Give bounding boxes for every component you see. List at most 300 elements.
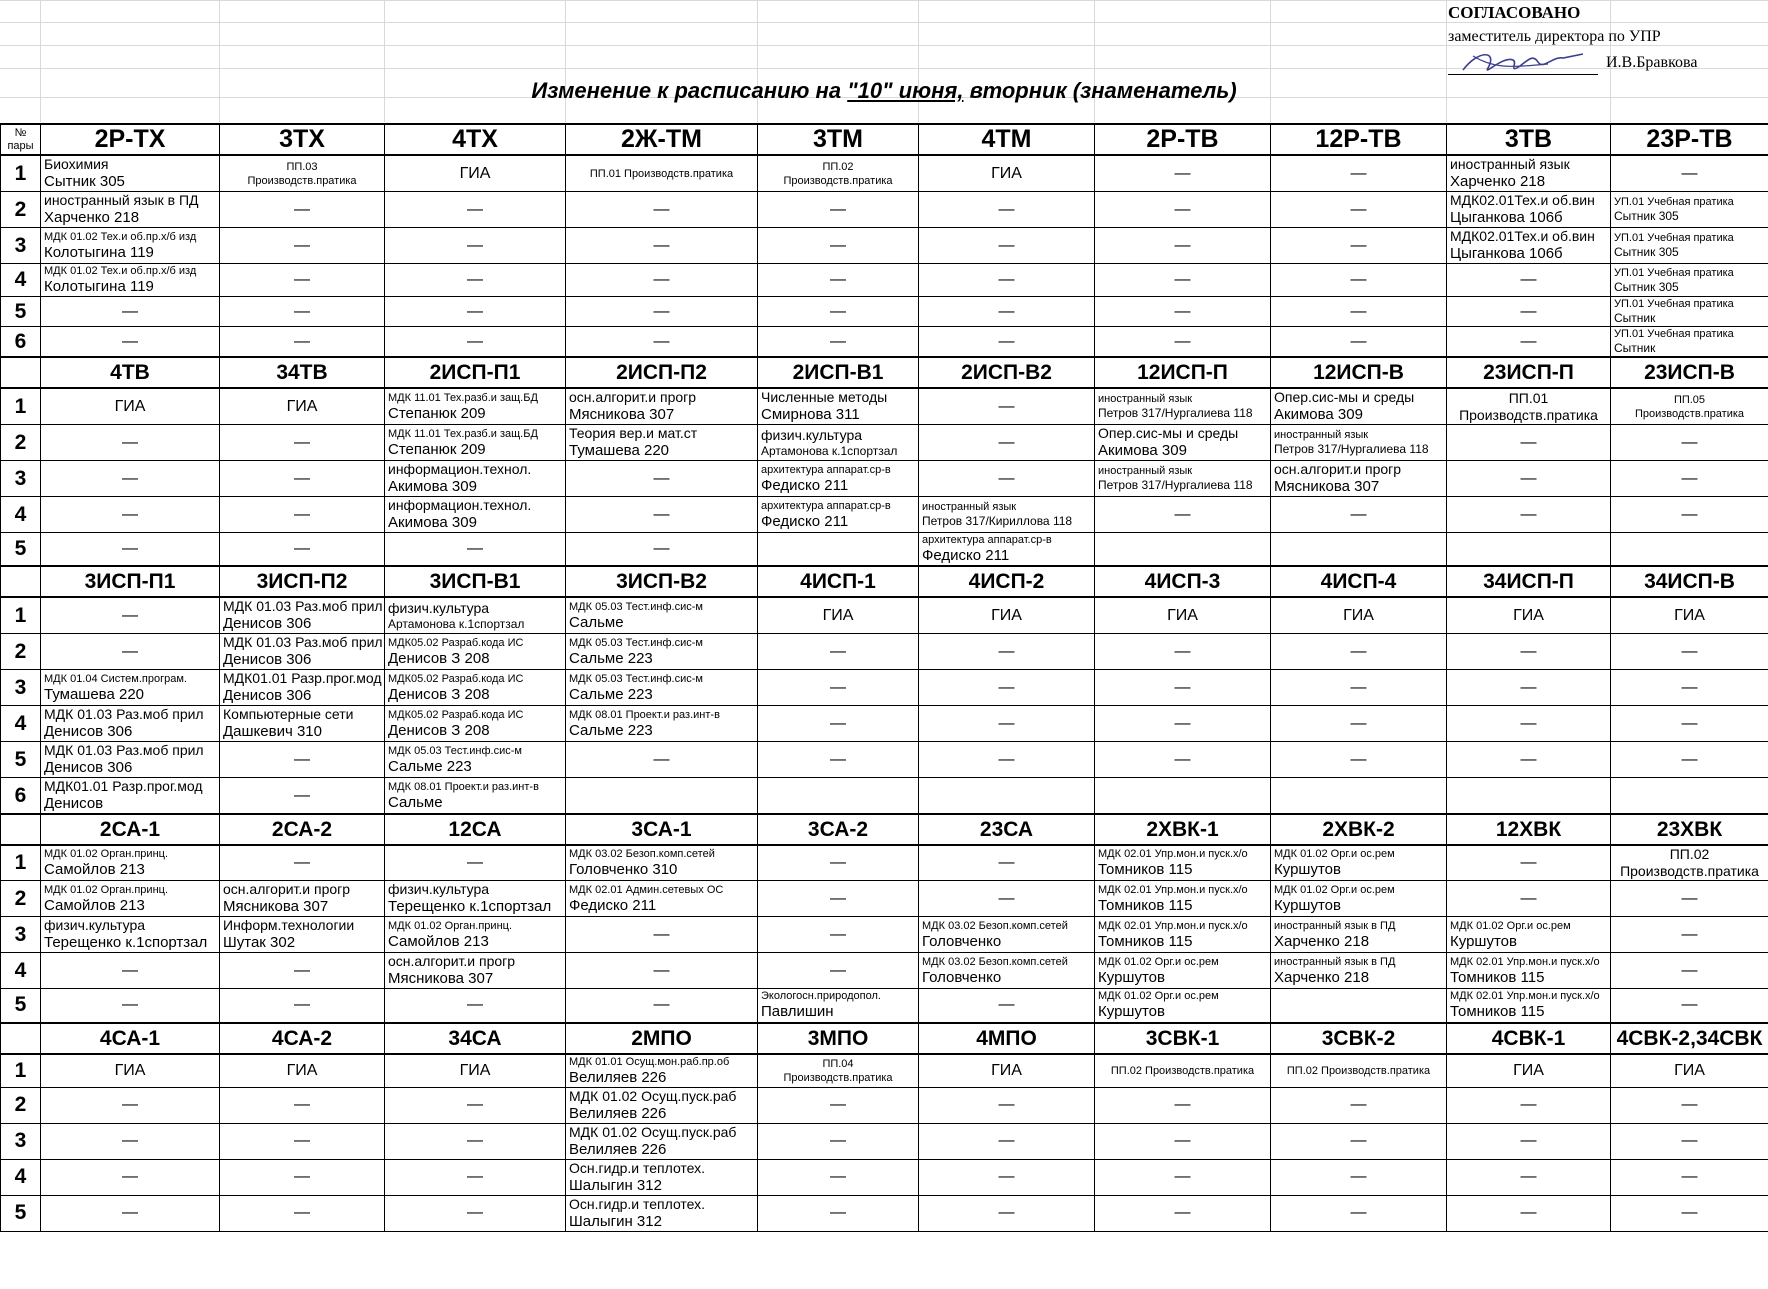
cell-content <box>1095 643 1270 661</box>
schedule-cell <box>220 670 385 706</box>
lesson-teacher-room: Харченко 218 <box>1274 932 1370 950</box>
approval-role: заместитель директора по УПР <box>1448 28 1661 45</box>
no-lesson-dash: — <box>998 469 1015 487</box>
schedule-cell <box>919 425 1095 461</box>
cell-content <box>1447 854 1610 872</box>
schedule-cell <box>41 497 220 533</box>
no-lesson-dash: — <box>830 925 846 943</box>
pair-number: 4 <box>1 706 41 742</box>
schedule-cell <box>758 597 919 634</box>
pair-number: 6 <box>1 327 41 358</box>
group-name: 3ТВ <box>1447 124 1611 155</box>
schedule-cell <box>41 425 220 461</box>
cell-content <box>220 1168 384 1186</box>
lesson-subject: МДК 01.02 Орг.и ос.рем <box>1098 955 1219 968</box>
schedule-cell <box>566 497 758 533</box>
schedule-cell <box>220 297 385 327</box>
no-lesson-dash: — <box>998 889 1015 907</box>
cell-content <box>1095 955 1270 987</box>
schedule-cell <box>1095 953 1271 989</box>
schedule-cell <box>1095 192 1271 228</box>
cell-content <box>758 890 918 908</box>
cell-content <box>758 271 918 289</box>
lesson-subject: МДК 01.01 Осущ.мон.раб.пр.об <box>569 1055 730 1068</box>
no-lesson-dash: — <box>998 642 1015 660</box>
schedule-cell <box>1271 192 1447 228</box>
pair-number: 2 <box>1 634 41 670</box>
lesson-subject: Численные методы <box>761 389 888 405</box>
cell-content <box>566 672 757 704</box>
lesson-teacher-room: Сытник 305 <box>44 173 125 190</box>
schedule-cell <box>919 1159 1095 1195</box>
cell-content <box>758 1204 918 1222</box>
lesson-subject: Осн.гидр.и теплотех. <box>569 1159 706 1176</box>
no-lesson-dash: — <box>1174 271 1191 288</box>
schedule-cell <box>385 533 566 567</box>
cell-content <box>1095 303 1270 321</box>
schedule-cell <box>758 461 919 497</box>
no-lesson-dash: — <box>1350 271 1367 288</box>
cell-content <box>385 744 565 776</box>
cell-content <box>1611 231 1768 260</box>
lesson-subject: УП.01 Учебная пратика <box>1614 196 1734 208</box>
cell-content <box>1095 883 1270 915</box>
schedule-cell <box>41 327 220 358</box>
lesson-subject: МДК 01.02 Осущ.пуск.раб <box>569 1087 737 1104</box>
schedule-cell <box>1271 670 1447 706</box>
cell-content <box>385 333 565 351</box>
pair-number: 5 <box>1 989 41 1023</box>
cell-content <box>758 751 918 769</box>
schedule-cell <box>758 327 919 358</box>
lesson-subject: информацион.технол. <box>388 461 532 477</box>
schedule-cell <box>919 989 1095 1023</box>
group-name: 4СВК-2,34СВК <box>1611 1023 1768 1054</box>
schedule-cell <box>1447 327 1611 358</box>
schedule-cell <box>220 1123 385 1159</box>
group-name: 4МПО <box>919 1023 1095 1054</box>
schedule-cell <box>758 1159 919 1195</box>
schedule-cell <box>1611 264 1768 297</box>
cell-content <box>220 434 384 452</box>
cell-content <box>758 303 918 321</box>
cell-content <box>220 787 384 805</box>
cell-content <box>385 391 565 423</box>
schedule-cell <box>566 989 758 1023</box>
cell-content <box>1271 201 1446 219</box>
schedule-cell <box>1095 425 1271 461</box>
no-lesson-dash: — <box>1350 1204 1367 1221</box>
lesson-subject: МДК05.02 Разраб.кода ИС <box>388 672 524 685</box>
schedule-cell <box>1271 297 1447 327</box>
pair-header <box>1 814 41 845</box>
cell-content <box>41 303 219 321</box>
schedule-cell <box>385 845 566 881</box>
no-lesson-dash: — <box>467 332 483 350</box>
no-lesson-dash: — <box>830 678 846 696</box>
no-lesson-dash: — <box>122 961 138 979</box>
lesson-teacher-room: Головченко <box>922 968 1002 986</box>
cell-content <box>220 271 384 289</box>
lesson-subject: осн.алгорит.и прогр <box>223 881 351 897</box>
lesson-subject: ПП.02 <box>822 160 854 173</box>
cell-content <box>1611 1132 1768 1150</box>
no-lesson-dash: — <box>998 678 1015 696</box>
pair-number: 4 <box>1 1159 41 1195</box>
group-header-row <box>1 1023 1768 1054</box>
schedule-cell <box>1095 597 1271 634</box>
cell-content <box>1447 506 1610 524</box>
cell-content <box>758 463 918 495</box>
cell-content <box>566 237 757 255</box>
cell-content <box>41 230 219 262</box>
cell-content <box>1611 506 1768 524</box>
lesson-row <box>1 845 1768 881</box>
pair-number: 5 <box>1 742 41 778</box>
schedule-cell <box>919 264 1095 297</box>
cell-content <box>566 201 757 219</box>
lesson-subject: архитектура аппарат.ср-в <box>761 463 891 476</box>
cell-content <box>220 398 384 416</box>
lesson-row <box>1 1159 1768 1195</box>
lesson-teacher-room: Федиско 211 <box>761 512 849 530</box>
schedule-cell <box>566 297 758 327</box>
schedule-cell <box>1447 917 1611 953</box>
schedule-cell <box>385 1087 566 1123</box>
group-name: 4СА-1 <box>41 1023 220 1054</box>
lesson-subject: МДК05.02 Разраб.кода ИС <box>388 636 524 649</box>
cell-content <box>758 333 918 351</box>
lesson-subject: МДК 01.02 Орг.и ос.рем <box>1450 919 1571 932</box>
no-lesson-dash: — <box>998 996 1015 1014</box>
cell-content <box>220 1062 384 1080</box>
lesson-teacher-room: Акимова 309 <box>388 514 477 531</box>
lesson-subject: МДК02.01Тех.и об.вин <box>1450 228 1595 244</box>
schedule-cell <box>919 845 1095 881</box>
lesson-subject: осн.алгорит.и прогр <box>569 389 697 405</box>
cell-content <box>1611 327 1768 356</box>
group-name: 23ИСП-П <box>1447 357 1611 388</box>
pair-number: 1 <box>1 845 41 881</box>
schedule-cell <box>919 670 1095 706</box>
schedule-cell <box>41 989 220 1023</box>
cell-content <box>758 643 918 661</box>
lesson-note: ГИА <box>286 397 318 415</box>
no-lesson-dash: — <box>830 1132 846 1149</box>
no-lesson-dash: — <box>998 854 1015 871</box>
no-lesson-dash: — <box>653 996 670 1014</box>
lesson-subject: МДК 05.03 Тест.инф.сис-м <box>569 672 703 685</box>
lesson-subject: МДК 03.02 Безоп.комп.сетей <box>922 955 1068 968</box>
no-lesson-dash: — <box>1520 854 1537 871</box>
no-lesson-dash: — <box>122 606 138 624</box>
lesson-teacher-room: Терещенко к.1спортзал <box>44 934 208 951</box>
cell-content <box>1611 643 1768 661</box>
schedule-cell <box>1095 497 1271 533</box>
schedule-cell <box>41 1054 220 1088</box>
cell-content <box>566 636 757 668</box>
no-lesson-dash: — <box>653 750 670 768</box>
schedule-cell <box>566 953 758 989</box>
lesson-note: ПП.02 Производств.пратика <box>1110 1064 1255 1077</box>
cell-content <box>1271 955 1446 987</box>
schedule-cell <box>919 1087 1095 1123</box>
lesson-note: ПП.02 Производств.пратика <box>1286 1064 1431 1077</box>
cell-content <box>1271 271 1446 289</box>
cell-content <box>1095 1064 1270 1078</box>
no-lesson-dash: — <box>830 750 846 768</box>
no-lesson-dash: — <box>1520 1168 1537 1185</box>
schedule-cell <box>1271 1123 1447 1159</box>
schedule-cell <box>1271 461 1447 497</box>
lesson-teacher-room: Артамонова к.1спортзал <box>761 443 898 458</box>
cell-content <box>1611 890 1768 908</box>
lesson-note: ПП.01 Производств.пратика <box>589 167 734 180</box>
schedule-cell <box>758 706 919 742</box>
lesson-subject: МДК 05.03 Тест.инф.сис-м <box>388 744 522 757</box>
group-name: 3ИСП-В2 <box>566 566 758 597</box>
schedule-cell <box>385 155 566 192</box>
no-lesson-dash: — <box>1681 1132 1698 1149</box>
no-lesson-dash: — <box>1520 642 1537 660</box>
schedule-cell <box>41 706 220 742</box>
schedule-cell <box>1611 1159 1768 1195</box>
cell-content <box>1271 607 1446 625</box>
no-lesson-dash: — <box>1350 642 1367 660</box>
schedule-cell <box>220 425 385 461</box>
schedule-cell <box>758 533 919 567</box>
schedule-cell <box>220 533 385 567</box>
schedule-cell <box>758 881 919 917</box>
no-lesson-dash: — <box>1174 505 1191 523</box>
pair-number: 4 <box>1 953 41 989</box>
no-lesson-dash: — <box>467 996 483 1014</box>
cell-content <box>41 917 219 952</box>
lesson-subject: иностранный язык в ПД <box>1274 955 1396 968</box>
group-name: 2ИСП-В1 <box>758 357 919 388</box>
lesson-row <box>1 881 1768 917</box>
schedule-cell <box>1611 228 1768 264</box>
schedule-cell <box>1095 388 1271 425</box>
no-lesson-dash: — <box>1350 164 1367 182</box>
cell-content <box>385 201 565 219</box>
lesson-subject: осн.алгорит.и прогр <box>388 953 516 969</box>
cell-content <box>1447 715 1610 733</box>
schedule-cell <box>385 742 566 778</box>
lesson-teacher-room: Томников 115 <box>1098 932 1193 950</box>
no-lesson-dash: — <box>830 332 846 350</box>
lesson-teacher-room: Смирнова 311 <box>761 406 860 423</box>
schedule-cell <box>1611 917 1768 953</box>
schedule-cell <box>220 917 385 953</box>
no-lesson-dash: — <box>294 854 310 871</box>
schedule-cell <box>1611 778 1768 815</box>
schedule-cell <box>566 327 758 358</box>
cell-content <box>1447 271 1610 289</box>
lesson-subject: иностранный язык <box>1098 465 1193 477</box>
cell-content <box>41 434 219 452</box>
lesson-row <box>1 497 1768 533</box>
cell-content <box>919 1204 1094 1222</box>
no-lesson-dash: — <box>294 433 310 451</box>
schedule-cell <box>1611 155 1768 192</box>
schedule-cell <box>1271 155 1447 192</box>
cell-content <box>1271 919 1446 951</box>
cell-content <box>220 962 384 980</box>
cell-content <box>1611 1204 1768 1222</box>
cell-content <box>1447 989 1610 1021</box>
schedule-cell <box>41 845 220 881</box>
schedule-cell <box>919 1195 1095 1231</box>
schedule-table <box>0 123 1768 1232</box>
cell-content <box>1271 751 1446 769</box>
cell-content <box>1447 679 1610 697</box>
lesson-teacher-room: Мясникова 307 <box>569 406 675 423</box>
cell-content <box>566 962 757 980</box>
lesson-subject: Экологосн.природопол. <box>761 990 881 1003</box>
no-lesson-dash: — <box>1350 236 1367 254</box>
cell-content <box>220 598 384 633</box>
lesson-subject: иностранный язык в ПД <box>44 192 199 208</box>
schedule-cell <box>566 461 758 497</box>
lesson-subject: МДК 01.02 Орг.и ос.рем <box>1274 848 1395 860</box>
lesson-subject: МДК 01.02 Орган.принц. <box>44 883 169 896</box>
no-lesson-dash: — <box>467 1204 483 1221</box>
lesson-teacher-room: Сальме 223 <box>569 721 653 739</box>
cell-content <box>758 607 918 625</box>
cell-content <box>1095 333 1270 351</box>
cell-content <box>385 427 565 459</box>
cell-content <box>919 398 1094 416</box>
schedule-cell <box>1271 778 1447 815</box>
no-lesson-dash: — <box>1174 200 1191 218</box>
no-lesson-dash: — <box>1174 332 1191 350</box>
no-lesson-dash: — <box>467 236 483 254</box>
lesson-subject: Биохимия <box>44 156 109 172</box>
cell-content <box>1447 1096 1610 1114</box>
schedule-cell <box>220 497 385 533</box>
lesson-subject: МДК 01.03 Раз.моб прил <box>44 706 204 722</box>
schedule-cell <box>919 742 1095 778</box>
lesson-teacher-room: Федиско 211 <box>922 547 1010 564</box>
cell-content <box>566 425 757 460</box>
no-lesson-dash: — <box>998 236 1015 254</box>
lesson-row <box>1 388 1768 425</box>
lesson-row <box>1 1195 1768 1231</box>
group-name: 3ИСП-П2 <box>220 566 385 597</box>
lesson-subject: ПП.02 <box>1669 846 1710 862</box>
cell-content <box>758 715 918 733</box>
lesson-teacher-room: Денисов 306 <box>223 615 312 632</box>
cell-content <box>1271 165 1446 183</box>
schedule-cell <box>220 461 385 497</box>
cell-content <box>1271 1168 1446 1186</box>
group-name: 12СА <box>385 814 566 845</box>
no-lesson-dash: — <box>467 271 483 288</box>
cell-content <box>919 500 1094 529</box>
schedule-cell <box>758 1123 919 1159</box>
cell-content <box>758 962 918 980</box>
schedule-cell <box>758 845 919 881</box>
schedule-cell <box>41 533 220 567</box>
schedule-cell <box>1447 706 1611 742</box>
schedule-cell <box>758 778 919 815</box>
lesson-teacher-room: Томников 115 <box>1098 896 1193 914</box>
lesson-teacher-room: Самойлов 213 <box>388 932 489 950</box>
pair-number: 1 <box>1 1054 41 1088</box>
cell-content <box>1447 333 1610 351</box>
schedule-cell <box>566 264 758 297</box>
schedule-cell <box>41 1159 220 1195</box>
cell-content <box>385 1168 565 1186</box>
cell-content <box>385 303 565 321</box>
no-lesson-dash: — <box>294 200 310 218</box>
lesson-row <box>1 1087 1768 1123</box>
pair-header <box>1 357 41 388</box>
schedule-cell <box>1271 597 1447 634</box>
schedule-cell <box>1611 497 1768 533</box>
schedule-cell <box>919 917 1095 953</box>
no-lesson-dash: — <box>1681 714 1698 732</box>
lesson-teacher-room: Петров 317/Кириллова 118 <box>922 514 1073 528</box>
no-lesson-dash: — <box>294 469 310 487</box>
cell-content <box>1447 156 1610 191</box>
schedule-cell <box>41 297 220 327</box>
cell-content <box>1271 303 1446 321</box>
schedule-cell <box>41 634 220 670</box>
group-name: 4СА-2 <box>220 1023 385 1054</box>
cell-content <box>220 1132 384 1150</box>
lesson-teacher-room: Денисов З 208 <box>388 685 490 703</box>
schedule-cell <box>41 155 220 192</box>
schedule-cell <box>1447 425 1611 461</box>
schedule-cell <box>1611 1087 1768 1123</box>
schedule-cell <box>385 778 566 815</box>
group-name: 12ИСП-П <box>1095 357 1271 388</box>
cell-content <box>41 1204 219 1222</box>
lesson-note: ГИА <box>991 606 1022 624</box>
cell-content <box>919 165 1094 183</box>
schedule-cell <box>1611 1123 1768 1159</box>
cell-content <box>1611 751 1768 769</box>
schedule-cell <box>919 706 1095 742</box>
no-lesson-dash: — <box>1174 302 1191 320</box>
lesson-subject: иностранный язык <box>1450 156 1570 172</box>
lesson-teacher-room: Денисов <box>44 795 104 812</box>
no-lesson-dash: — <box>1520 1132 1537 1149</box>
lesson-subject: МДК 02.01 Упр.мон.и пуск.х/о <box>1098 883 1248 896</box>
schedule-cell <box>1611 845 1768 881</box>
lesson-teacher-room: Харченко 218 <box>44 209 140 226</box>
schedule-cell <box>1271 1159 1447 1195</box>
no-lesson-dash: — <box>122 642 138 660</box>
schedule-cell <box>41 917 220 953</box>
schedule-cell <box>1095 1123 1271 1159</box>
cell-content <box>919 1132 1094 1150</box>
no-lesson-dash: — <box>122 996 138 1014</box>
cell-content <box>220 1096 384 1114</box>
lesson-row <box>1 228 1768 264</box>
pair-number: 2 <box>1 192 41 228</box>
schedule-cell <box>1447 881 1611 917</box>
cell-content <box>1611 1096 1768 1114</box>
lesson-subject: Теория вер.и мат.ст <box>569 425 698 441</box>
cell-content <box>220 303 384 321</box>
schedule-cell <box>566 155 758 192</box>
schedule-cell <box>1271 953 1447 989</box>
schedule-cell <box>1611 327 1768 358</box>
schedule-cell <box>919 953 1095 989</box>
